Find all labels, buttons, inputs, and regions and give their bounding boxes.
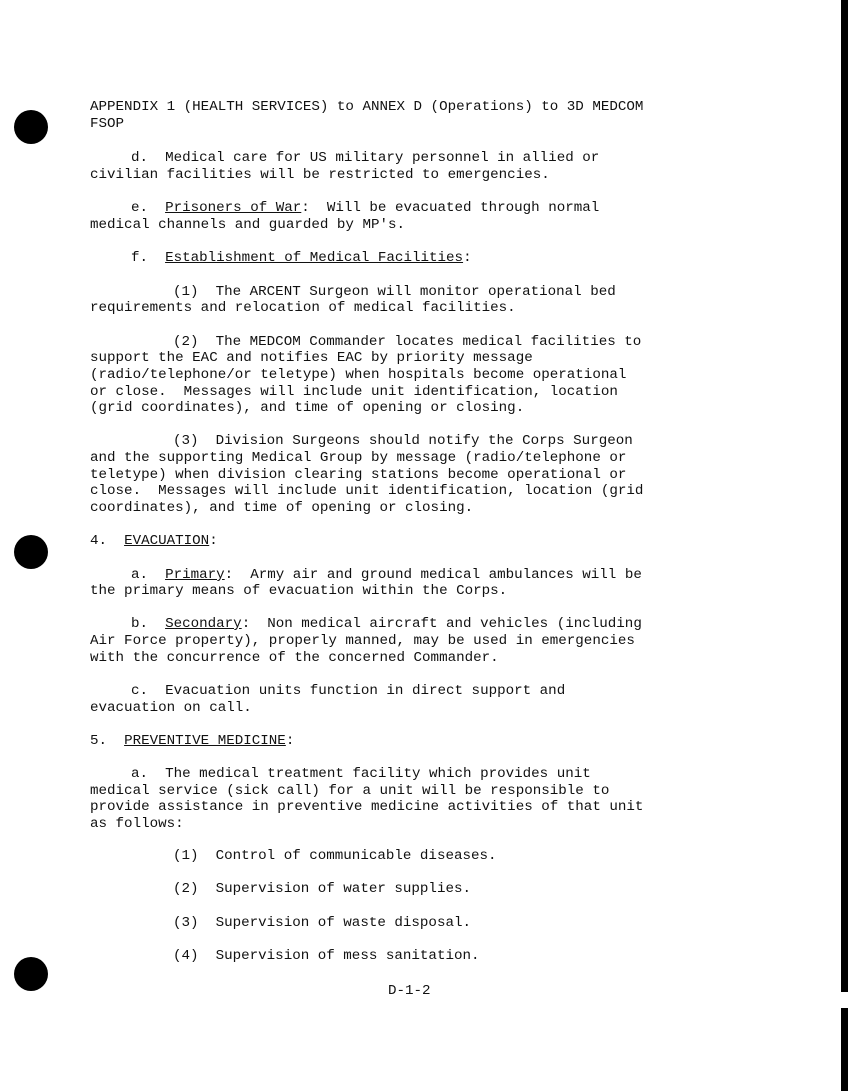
section-5-colon: : [285, 733, 295, 749]
ev-a-line-2: the primary means of evacuation within the Corps. [90, 583, 508, 599]
list-item [173, 948, 480, 965]
ev-b-text: : Non medical aircraft and vehicles (including [241, 616, 642, 632]
list-item-num: (4) [173, 948, 199, 964]
para-e-label: e. [131, 200, 149, 216]
section-5-heading [90, 733, 294, 750]
punch-hole-middle [14, 535, 48, 569]
ev-c-text: Evacuation units function in direct support and [165, 683, 566, 699]
para-d-line-2: civilian facilities will be restricted to emergencies. [90, 167, 550, 183]
list-item-text: Control of communicable diseases. [215, 848, 497, 864]
punch-hole-bottom [14, 957, 48, 991]
para-d-label: d. [131, 150, 149, 166]
pm-a-text: The medical treatment facility which provides unit [165, 766, 591, 782]
para-f-title: Establishment of Medical Facilities [165, 250, 464, 266]
para-d-first-line [131, 150, 599, 167]
ev-a-first-line [131, 567, 642, 584]
section-4-num: 4. [90, 533, 108, 549]
page-number: D-1-2 [388, 983, 431, 999]
ev-c-label: c. [131, 683, 149, 699]
f3-num: (3) [173, 433, 199, 449]
pm-a-label: a. [131, 766, 149, 782]
list-item [173, 881, 471, 898]
para-d-text: Medical care for US military personnel in allied or [165, 150, 600, 166]
f2-line-4: or close. Messages will include unit identification, location [90, 384, 618, 400]
list-item-num: (2) [173, 881, 199, 897]
f1-text: The ARCENT Surgeon will monitor operational bed [215, 284, 616, 300]
f3-first-line [173, 433, 633, 450]
ev-b-line-3: with the concurrence of the concerned Commander. [90, 650, 499, 666]
punch-hole-top [14, 110, 48, 144]
ev-b-title: Secondary [165, 616, 242, 632]
f3-line-2: and the supporting Medical Group by message (radio/telephone or [90, 450, 627, 466]
f2-line-2: support the EAC and notifies EAC by priority message [90, 350, 533, 366]
f2-num: (2) [173, 334, 199, 350]
list-item-num: (3) [173, 915, 199, 931]
f3-text: Division Surgeons should notify the Corps Surgeon [215, 433, 633, 449]
f3-line-3: teletype) when division clearing stations become operational or [90, 467, 627, 483]
f2-first-line [173, 334, 641, 351]
section-5-num: 5. [90, 733, 108, 749]
f2-text: The MEDCOM Commander locates medical facilities to [215, 334, 642, 350]
ev-c-first-line [131, 683, 565, 700]
para-f-label: f. [131, 250, 149, 266]
ev-c-line-2: evacuation on call. [90, 700, 252, 716]
edge-bar-top [841, 0, 848, 992]
edge-bar-bottom [841, 1008, 848, 1091]
f1-line-2: requirements and relocation of medical facilities. [90, 300, 516, 316]
f1-first-line [173, 284, 616, 301]
ev-b-first-line [131, 616, 642, 633]
para-e-line-2: medical channels and guarded by MP's. [90, 217, 406, 233]
pm-a-line-4: as follows: [90, 816, 184, 832]
list-item-text: Supervision of waste disposal. [215, 915, 471, 931]
ev-b-label: b. [131, 616, 149, 632]
para-e-first-line [131, 200, 599, 217]
f3-line-4: close. Messages will include unit identification, location (grid [90, 483, 644, 499]
f1-num: (1) [173, 284, 199, 300]
list-item [173, 848, 497, 865]
header-line-2: FSOP [90, 116, 125, 132]
f2-line-3: (radio/telephone/or teletype) when hospitals become operational [90, 367, 627, 383]
pm-a-line-2: medical service (sick call) for a unit will be responsible to [90, 783, 610, 799]
para-e-title: Prisoners of War [165, 200, 302, 216]
ev-a-title: Primary [165, 567, 225, 583]
list-item-text: Supervision of mess sanitation. [215, 948, 480, 964]
pm-a-line-3: provide assistance in preventive medicine activities of that unit [90, 799, 644, 815]
para-e-text: : Will be evacuated through normal [301, 200, 600, 216]
para-f-heading [131, 250, 472, 267]
section-4-title: EVACUATION [124, 533, 210, 549]
f2-line-5: (grid coordinates), and time of opening or closing. [90, 400, 525, 416]
section-4-colon: : [209, 533, 218, 549]
ev-b-line-2: Air Force property), properly manned, may be used in emergencies [90, 633, 635, 649]
list-item [173, 915, 471, 932]
ev-a-text: : Army air and ground medical ambulances will be [224, 567, 642, 583]
para-f-colon: : [463, 250, 472, 266]
pm-a-first-line [131, 766, 591, 783]
header-line-1: APPENDIX 1 (HEALTH SERVICES) to ANNEX D (Operations) to 3D MEDCOM [90, 99, 644, 115]
list-item-text: Supervision of water supplies. [215, 881, 471, 897]
f3-line-5: coordinates), and time of opening or closing. [90, 500, 474, 516]
section-4-heading [90, 533, 218, 550]
ev-a-label: a. [131, 567, 149, 583]
list-item-num: (1) [173, 848, 199, 864]
section-5-title: PREVENTIVE MEDICINE [124, 733, 286, 749]
